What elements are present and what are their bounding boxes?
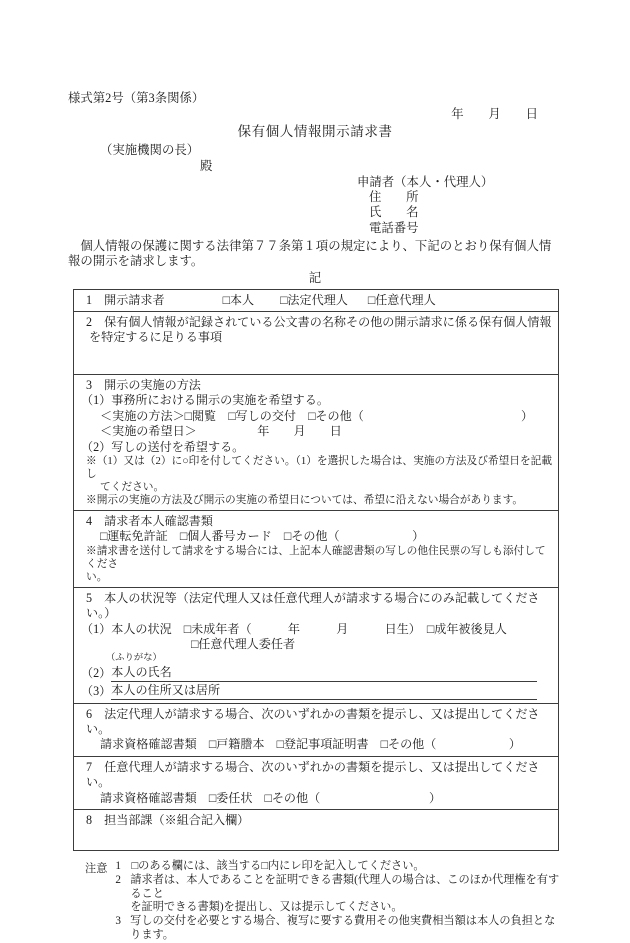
note-2-line-1: 請求者は、本人であることを証明できる書類(代理人の場合は、このほか代理権を有すること bbox=[130, 873, 560, 900]
note-1-number: 1 bbox=[115, 859, 121, 872]
date-line: 年 月 日 bbox=[451, 107, 538, 121]
row4-note-line-2: い。 bbox=[86, 570, 108, 583]
note-3-number: 3 bbox=[115, 915, 121, 928]
addressee-line: （実施機関の長） bbox=[100, 143, 200, 157]
ki-heading: 記 bbox=[308, 270, 322, 285]
row5-address-prefix: （3） bbox=[81, 684, 112, 699]
row3-heading: 3 開示の実施の方法 bbox=[86, 378, 201, 393]
notes-section bbox=[85, 860, 562, 943]
note-3-text bbox=[130, 915, 562, 943]
row1-line bbox=[86, 293, 556, 308]
table-row-7-voluntary-agent bbox=[74, 756, 558, 809]
row5-status-line: （1）本人の状況 □未成年者（ 年 月 日生） □成年被後見人 bbox=[81, 621, 507, 636]
row7-heading: 7 任意代理人が請求する場合、次のいずれかの書類を提示し、又は提出してください。 bbox=[86, 759, 540, 790]
note-2-line-2: を証明できる書類)を提出し、又は提示してください。 bbox=[130, 901, 403, 914]
table-row-8-department bbox=[74, 809, 558, 850]
furigana-label: （ふりがな） bbox=[106, 652, 162, 663]
note-item-3 bbox=[115, 915, 562, 943]
row3-note-1-line-2: てください。 bbox=[100, 481, 165, 494]
note-1-line-1: □のある欄には、該当する□内にレ印を記入してください。 bbox=[131, 859, 425, 872]
row5-heading: 5 本人の状況等（法定代理人又は任意代理人が請求する場合にのみ記載してください。） bbox=[86, 590, 540, 621]
principal-address-field bbox=[111, 683, 537, 699]
row4-note-line-1: ※請求書を送付して請求をする場合には、上記本人確認書類の写しの他住民票の写しも添付してくださ bbox=[86, 544, 546, 570]
checkbox-option-legal-agent: □法定代理人 bbox=[280, 292, 348, 307]
row5-name-line bbox=[81, 664, 537, 682]
note-3-line-1: 写しの交付を必要とする場合、複写に要する費用その他実費相当額は本人の負担となります。 bbox=[130, 915, 556, 941]
note-2-text bbox=[130, 874, 562, 915]
table-row-5-principal-status bbox=[74, 587, 558, 703]
row3-option-2: （2）写しの送付を希望する。 bbox=[81, 439, 245, 454]
form-title: 保有個人情報開示請求書 bbox=[237, 124, 393, 139]
note-item-1 bbox=[115, 860, 562, 874]
notes-label: 注意 bbox=[85, 862, 108, 875]
table-row-6-legal-agent bbox=[74, 703, 558, 756]
row3-option-1: （1）事務所における開示の実施を希望する。 bbox=[81, 393, 329, 408]
row5-voluntary-delegator: □任意代理人委任者 bbox=[191, 637, 296, 652]
row3-note-2: ※開示の実施の方法及び開示の実施の希望日については、希望に沿えない場合があります。 bbox=[86, 494, 524, 507]
row7-checkboxes: 請求資格確認書類 □委任状 □その他（ ） bbox=[100, 790, 442, 805]
row5-name-label: 本人の氏名 bbox=[111, 665, 172, 680]
row5-name-prefix: （2） bbox=[81, 666, 112, 681]
table-row-1-requester bbox=[74, 290, 558, 311]
principal-name-field bbox=[111, 665, 537, 681]
row4-checkboxes: □運転免許証 □個人番号カード □その他（ ） bbox=[100, 529, 425, 544]
row1-label: 1 開示請求者 bbox=[86, 292, 165, 307]
form-number: 様式第2号（第3条関係） bbox=[68, 91, 205, 105]
checkbox-option-self: □本人 bbox=[222, 292, 255, 307]
row5-address-label: 本人の住所又は居所 bbox=[111, 683, 221, 698]
body-line-2: 報の開示を請求します。 bbox=[68, 254, 204, 269]
row4-heading: 4 請求者本人確認書類 bbox=[86, 514, 213, 529]
body-paragraph bbox=[68, 239, 562, 270]
row8-heading: 8 担当部課（※組合記入欄） bbox=[86, 812, 250, 827]
request-table bbox=[73, 289, 559, 851]
row3-method-line: ＜実施の方法＞□閲覧 □写しの交付 □その他（ ） bbox=[100, 408, 534, 423]
table-row-3-disclosure-method bbox=[74, 374, 558, 510]
row2-line-2: を特定するに足りる事項 bbox=[89, 330, 223, 345]
note-2-number: 2 bbox=[115, 873, 121, 886]
row6-heading: 6 法定代理人が請求する場合、次のいずれかの書類を提示し、又は提出してください。 bbox=[86, 706, 540, 736]
row2-line-1: 2 保有個人情報が記録されている公文書の名称その他の開示請求に係る保有個人情報 bbox=[86, 315, 552, 330]
row3-date-line: ＜実施の希望日＞ 年 月 日 bbox=[100, 424, 342, 439]
phone-label: 電話番号 bbox=[369, 220, 419, 235]
address-label: 住 所 bbox=[369, 190, 419, 205]
applicant-block bbox=[357, 175, 562, 236]
row5-address-line bbox=[81, 682, 537, 700]
checkbox-option-voluntary-agent: □任意代理人 bbox=[367, 292, 436, 307]
note-1-text bbox=[131, 860, 424, 874]
row3-note-1-line-1: ※（1）又は（2）に○印を付してください。（1）を選択した場合は、実施の方法及び希望日を記載し bbox=[86, 455, 553, 481]
notes-items bbox=[115, 860, 562, 943]
body-line-1: 個人情報の保護に関する法律第７７条第１項の規定により、下記のとおり保有個人情 bbox=[68, 238, 552, 253]
honorific-dono: 殿 bbox=[200, 159, 213, 173]
table-row-4-identity-documents bbox=[74, 510, 558, 587]
name-label: 氏 名 bbox=[369, 205, 419, 220]
applicant-label: 申請者（本人・代理人） bbox=[357, 175, 494, 189]
note-item-2 bbox=[115, 874, 562, 915]
row6-checkboxes: 請求資格確認書類 □戸籍謄本 □登記事項証明書 □その他（ ） bbox=[100, 737, 522, 752]
table-row-2-document-name bbox=[74, 311, 558, 374]
